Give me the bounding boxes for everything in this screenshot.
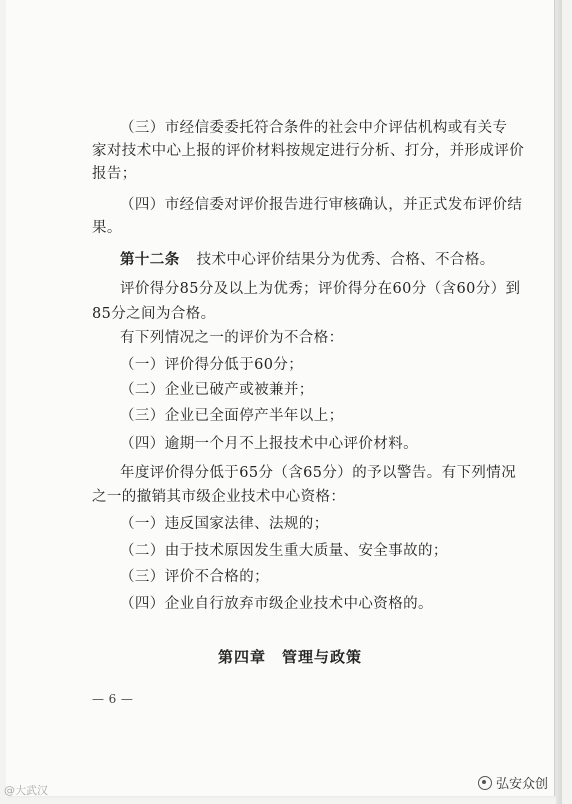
chapter-heading: 第四章 管理与政策 [218, 648, 363, 666]
list-item: （一）违反国家法律、法规的； [120, 516, 329, 532]
text-line: 85分之间为合格。 [92, 306, 216, 322]
article-number: 第十二条 [120, 251, 180, 268]
scan-edge [556, 0, 562, 804]
watermark-right-label: 弘安众创 [496, 777, 549, 792]
article-line [120, 250, 495, 270]
watermark-right [478, 773, 548, 792]
text-line: （三）市经信委委托符合条件的社会中介评估机构或有关专 [120, 120, 508, 136]
text-line: 果。 [92, 220, 122, 236]
text-line: 年度评价得分低于65分（含65分）的予以警告。有下列情况 [120, 465, 517, 481]
list-item: （二）由于技术原因发生重大质量、安全事故的； [120, 543, 448, 559]
text-line: 之一的撤销其市级企业技术中心资格： [92, 489, 346, 505]
list-item: （二）企业已破产或被兼并； [120, 382, 314, 398]
text-line: 有下列情况之一的评价为不合格： [120, 330, 344, 346]
list-item: （一）评价得分低于60分； [120, 357, 304, 373]
page-number: — 6 — [92, 692, 134, 706]
text-line: （四）市经信委对评价报告进行审核确认，并正式发布评价结 [120, 197, 523, 213]
article-text: 技术中心评价结果分为优秀、合格、不合格。 [196, 252, 495, 268]
wechat-official-account-icon [478, 776, 492, 790]
list-item: （四）逾期一个月不上报技术中心评价材料。 [120, 436, 418, 452]
text-line: 家对技术中心上报的评价材料按规定进行分析、打分，并形成评价 [92, 143, 525, 159]
watermark-left: @大武汉 [4, 784, 48, 797]
list-item: （四）企业自行放弃市级企业技术中心资格的。 [120, 596, 433, 612]
text-line: 报告； [92, 166, 137, 182]
text-line: 评价得分85分及以上为优秀；评价得分在60分（含60分）到 [120, 281, 521, 297]
list-item: （三）企业已全面停产半年以上； [120, 408, 344, 424]
list-item: （三）评价不合格的； [120, 569, 269, 585]
